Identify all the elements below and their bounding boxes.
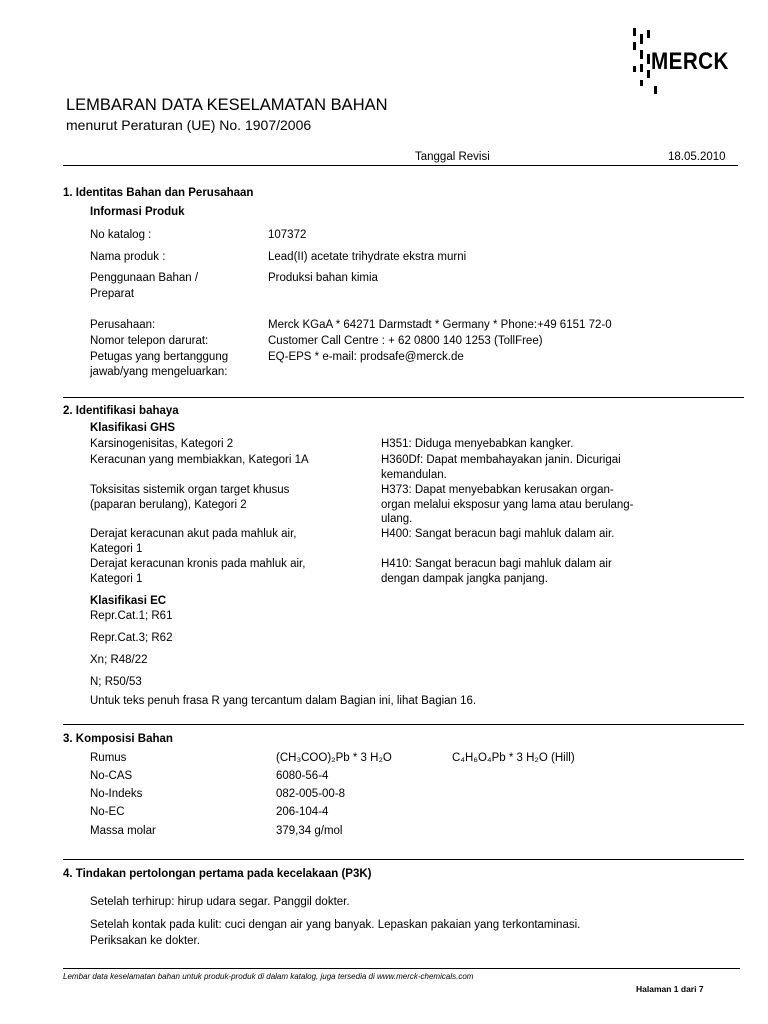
first-aid-inhalation: Setelah terhirup: hirup udara segar. Panggil dokter. — [90, 896, 350, 908]
field-value: (CH₃COO)₂Pb * 3 H₂O — [276, 752, 392, 764]
ghs-class: Toksisitas sistemik organ target khusus — [90, 484, 290, 496]
ec-heading: Klasifikasi EC — [90, 595, 167, 607]
first-aid-skin: Periksakan ke dokter. — [90, 935, 200, 947]
field-value: 6080-56-4 — [276, 770, 329, 782]
divider — [63, 165, 738, 166]
field-label: Nama produk : — [90, 251, 166, 263]
divider — [63, 859, 744, 860]
divider — [63, 724, 744, 725]
field-value: 082-005-00-8 — [276, 788, 346, 800]
divider — [63, 968, 740, 969]
ghs-class: Derajat keracunan akut pada mahluk air, — [90, 528, 297, 540]
field-value: 379,34 g/mol — [276, 825, 343, 837]
section-4-heading: 4. Tindakan pertolongan pertama pada kecelakaan (P3K) — [63, 868, 372, 880]
field-label: No-CAS — [90, 770, 133, 782]
section-2-heading: 2. Identifikasi bahaya — [63, 405, 179, 417]
field-label: Nomor telepon darurat: — [90, 335, 209, 347]
ghs-statement: organ melalui eksposur yang lama atau berulang- — [381, 499, 634, 511]
ghs-statement: dengan dampak jangka panjang. — [381, 573, 548, 585]
ghs-class: Keracunan yang membiakkan, Kategori 1A — [90, 454, 309, 466]
ghs-class: Karsinogenisitas, Kategori 2 — [90, 438, 234, 450]
field-label: No-Indeks — [90, 788, 143, 800]
field-label: Penggunaan Bahan / — [90, 272, 199, 284]
field-value: Lead(II) acetate trihydrate ekstra murni — [268, 251, 467, 263]
field-value: Produksi bahan kimia — [268, 272, 378, 284]
hill-formula: C₄H₆O₄Pb * 3 H₂O (Hill) — [452, 752, 575, 764]
field-label: No katalog : — [90, 229, 152, 241]
ec-classification: Xn; R48/22 — [90, 654, 148, 666]
ec-classification: Repr.Cat.1; R61 — [90, 610, 173, 622]
revision-date: 18.05.2010 — [668, 151, 726, 163]
ghs-class: Kategori 1 — [90, 573, 143, 585]
field-label: Preparat — [90, 288, 135, 300]
document-title: LEMBARAN DATA KESELAMATAN BAHAN — [66, 96, 388, 114]
field-value: Customer Call Centre : + 62 0800 140 1253 (TollFree) — [268, 335, 543, 347]
field-label: Perusahaan: — [90, 319, 156, 331]
page-number: Halaman 1 dari 7 — [636, 984, 704, 994]
document-subtitle: menurut Peraturan (UE) No. 1907/2006 — [66, 117, 312, 133]
ec-note: Untuk teks penuh frasa R yang tercantum dalam Bagian ini, lihat Bagian 16. — [90, 695, 477, 707]
field-label: No-EC — [90, 806, 125, 818]
field-label: Petugas yang bertanggung — [90, 351, 229, 363]
ghs-statement: H360Df: Dapat membahayakan janin. Dicurigai — [381, 454, 621, 466]
ghs-statement: H373: Dapat menyebabkan kerusakan organ- — [381, 484, 614, 496]
ghs-class: Derajat keracunan kronis pada mahluk air, — [90, 558, 306, 570]
field-value: EQ-EPS * e-mail: prodsafe@merck.de — [268, 351, 464, 363]
field-value: 107372 — [268, 229, 307, 241]
ghs-heading: Klasifikasi GHS — [90, 422, 176, 434]
ghs-statement: H400: Sangat beracun bagi mahluk dalam air. — [381, 528, 615, 540]
field-label: jawab/yang mengeluarkan: — [90, 366, 228, 378]
divider — [63, 397, 744, 398]
ghs-statement: ulang. — [381, 513, 413, 525]
ghs-statement: H410: Sangat beracun bagi mahluk dalam air — [381, 558, 612, 570]
field-value: Merck KGaA * 64271 Darmstadt * Germany * Phone:+49 6151 72-0 — [268, 319, 612, 331]
ec-classification: Repr.Cat.3; R62 — [90, 632, 173, 644]
section-1-subheading: Informasi Produk — [90, 206, 185, 218]
ghs-class: (paparan berulang), Kategori 2 — [90, 499, 247, 511]
revision-label: Tanggal Revisi — [415, 151, 490, 163]
ec-classification: N; R50/53 — [90, 676, 142, 688]
section-1-heading: 1. Identitas Bahan dan Perusahaan — [63, 187, 254, 199]
footer-text: Lembar data keselamatan bahan untuk produk-produk di dalam katalog, juga tersedia di www.merck-chemicals.com — [63, 972, 474, 981]
ghs-statement: kemandulan. — [381, 469, 447, 481]
logo-wordmark: MERCK — [651, 48, 729, 75]
field-value: 206-104-4 — [276, 806, 329, 818]
first-aid-skin: Setelah kontak pada kulit: cuci dengan air yang banyak. Lepaskan pakaian yang terkontaminasi. — [90, 919, 581, 931]
section-3-heading: 3. Komposisi Bahan — [63, 733, 173, 745]
field-label: Massa molar — [90, 825, 156, 837]
ghs-class: Kategori 1 — [90, 543, 143, 555]
field-label: Rumus — [90, 752, 127, 764]
merck-logo — [630, 28, 740, 100]
ghs-statement: H351: Diduga menyebabkan kangker. — [381, 438, 574, 450]
